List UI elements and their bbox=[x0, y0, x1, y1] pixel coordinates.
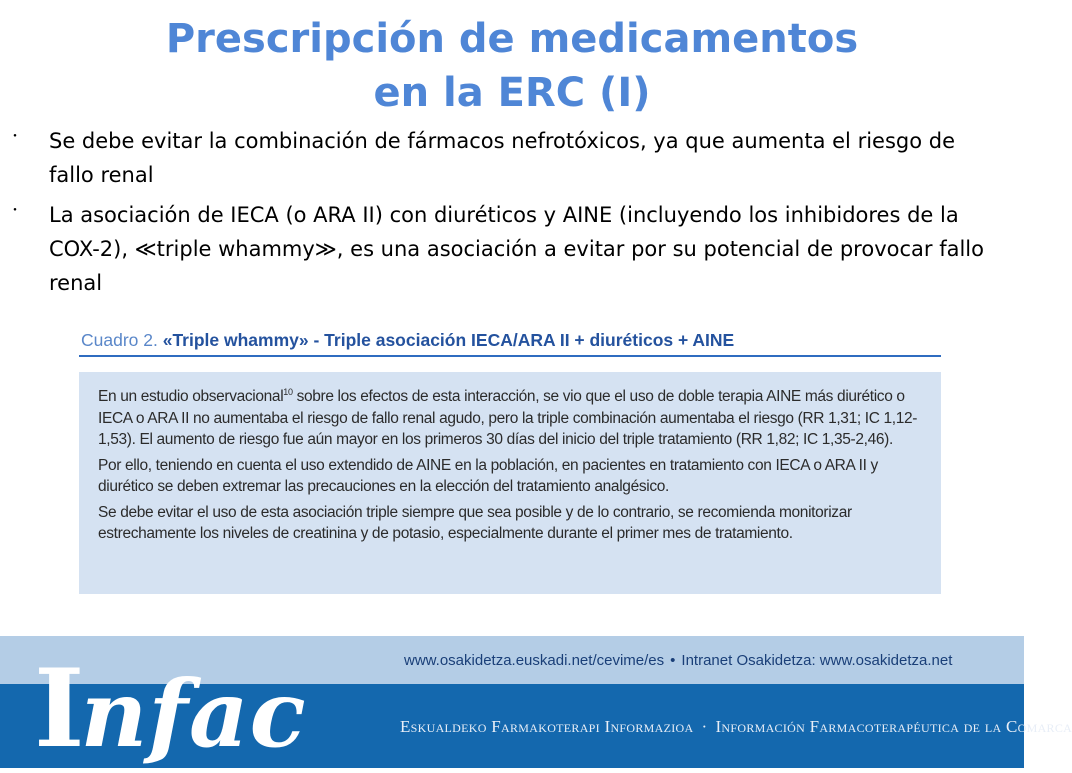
footer-separator: • bbox=[670, 652, 676, 669]
footer-link-intranet[interactable]: Intranet Osakidetza: www.osakidetza.net bbox=[681, 652, 953, 669]
tagline-separator: · bbox=[701, 717, 708, 736]
footer-urls bbox=[404, 651, 952, 671]
info-box-paragraph-3: Se debe evitar el uso de esta asociación triple siempre que sea posible y de lo contrario, se recomienda monitorizar estrechamente los niveles de creatinina y de potasio, especialmente durante el primer mes de tratamiento. bbox=[98, 503, 852, 542]
slide-title bbox=[0, 12, 1024, 120]
tagline-spanish: Información Farmacoterapéutica de la Comarca bbox=[715, 717, 1072, 736]
footer-tagline bbox=[400, 716, 1072, 738]
slide-title-line-2: en la ERC (I) bbox=[373, 70, 651, 116]
infac-logo-initial: I bbox=[34, 646, 85, 772]
paragraph-text: sobre los efectos de esta interacción, se vio que el uso de doble terapia AINE más diurético o IECA o ARA II no aumentaba el riesgo de fallo renal agudo, pero la triple combinación aumentaba el riesgo (RR 1,31; IC 1,12-1,53). El aumento de riesgo fue aún mayor en los primeros 30 días del inicio del triple tratamiento (RR 1,82; IC 1,35-2,46). bbox=[98, 388, 918, 448]
footer-link-cevime[interactable]: www.osakidetza.euskadi.net/cevime/es bbox=[404, 652, 665, 669]
slide-title-line-1: Prescripción de medicamentos bbox=[165, 16, 859, 62]
paragraph-text: En un estudio observacional bbox=[98, 388, 284, 405]
info-box-header bbox=[79, 328, 941, 357]
bullet-text: Se debe evitar la combinación de fármacos nefrotóxicos, ya que aumenta el riesgo de fallo renal bbox=[49, 129, 956, 187]
info-box-paragraph-2: Por ello, teniendo en cuenta el uso extendido de AINE en la población, en pacientes en tratamiento con IECA o ARA II y diurético se deben extremar las precauciones en la elección del tratamiento analgésico. bbox=[98, 456, 878, 495]
info-box-paragraph-1 bbox=[98, 386, 923, 451]
reference-superscript: 10 bbox=[283, 386, 293, 397]
info-box bbox=[79, 328, 941, 594]
bullet-text: La asociación de IECA (o ARA II) con diuréticos y AINE (incluyendo los inhibidores de la COX-2), ≪triple whammy≫, es una asociación a evitar por su potencial de provocar fallo renal bbox=[49, 203, 984, 295]
infac-logo bbox=[34, 646, 307, 773]
tagline-basque: Eskualdeko Farmakoterapi Informazioa bbox=[400, 717, 694, 736]
infac-logo-rest: nfac bbox=[80, 660, 307, 768]
bullet-item bbox=[0, 198, 1024, 300]
bullet-marker: ・ bbox=[8, 203, 22, 219]
bullet-list bbox=[0, 124, 1024, 306]
info-box-header-title: «Triple whammy» - Triple asociación IECA/ARA II + diuréticos + AINE bbox=[162, 330, 735, 350]
bullet-marker: ・ bbox=[8, 129, 22, 145]
info-box-header-lead: Cuadro 2. bbox=[81, 330, 163, 350]
bullet-item bbox=[0, 124, 1024, 192]
info-box-body bbox=[79, 372, 941, 594]
